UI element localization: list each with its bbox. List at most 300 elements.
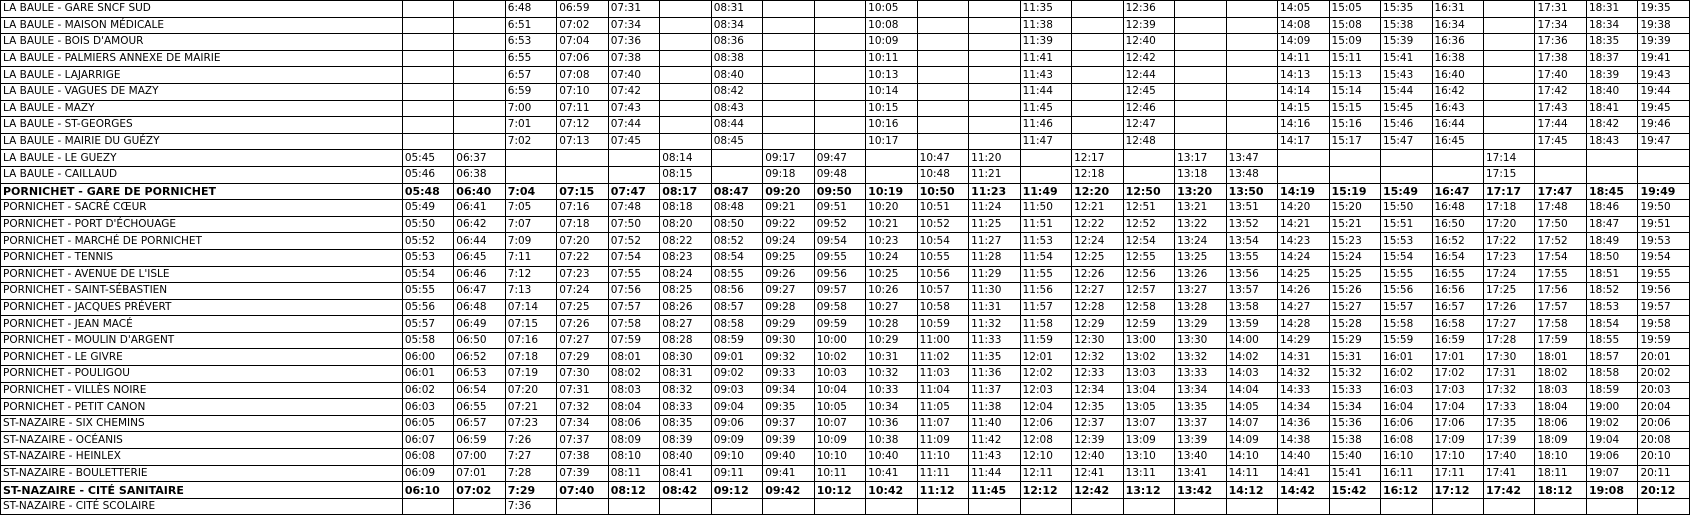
departure-time: 13:07 [1123,415,1174,432]
departure-time: 19:45 [1638,100,1690,117]
departure-time: 15:53 [1381,233,1432,250]
departure-time: 19:04 [1586,432,1637,449]
departure-time [660,50,711,67]
departure-time: 14:19 [1278,183,1329,200]
departure-time: 15:35 [1381,1,1432,18]
departure-time: 15:33 [1329,382,1380,399]
departure-time: 15:49 [1381,183,1432,200]
departure-time: 13:26 [1175,266,1226,283]
departure-time: 18:09 [1535,432,1586,449]
departure-time: 16:48 [1432,200,1483,217]
departure-time: 10:00 [814,332,865,349]
departure-time: 17:58 [1535,316,1586,333]
departure-time: 17:01 [1432,349,1483,366]
departure-time: 17:43 [1535,100,1586,117]
departure-time: 11:25 [969,216,1020,233]
departure-time: 07:50 [608,216,659,233]
departure-time: 07:01 [454,465,505,482]
departure-time: 13:56 [1226,266,1277,283]
departure-time: 14:03 [1226,366,1277,383]
departure-time: 08:54 [711,249,762,266]
departure-time: 15:15 [1329,100,1380,117]
departure-time: 15:58 [1381,316,1432,333]
departure-time: 11:53 [1020,233,1071,250]
departure-time: 10:11 [866,50,917,67]
departure-time: 07:38 [557,449,608,466]
stop-name: LA BAULE - LE GUEZY [1,150,403,167]
departure-time: 12:30 [1072,332,1123,349]
departure-time: 06:08 [402,449,453,466]
departure-time: 11:43 [969,449,1020,466]
departure-time: 14:07 [1226,415,1277,432]
departure-time: 10:54 [917,233,968,250]
departure-time: 10:36 [866,415,917,432]
departure-time: 13:12 [1123,482,1174,499]
departure-time [711,166,762,183]
departure-time [1483,1,1534,18]
departure-time: 17:59 [1535,332,1586,349]
departure-time: 08:39 [660,432,711,449]
departure-time: 14:04 [1226,382,1277,399]
departure-time: 10:32 [866,366,917,383]
departure-time: 06:09 [402,465,453,482]
timetable-row [1,382,1690,399]
departure-time: 19:38 [1638,17,1690,34]
departure-time [1278,150,1329,167]
departure-time: 05:54 [402,266,453,283]
departure-time: 09:12 [711,482,762,499]
departure-time: 16:50 [1432,216,1483,233]
departure-time [1226,83,1277,100]
departure-time: 17:48 [1535,200,1586,217]
departure-time: 18:40 [1586,83,1637,100]
departure-time: 08:48 [711,200,762,217]
departure-time: 12:03 [1020,382,1071,399]
departure-time: 12:06 [1020,415,1071,432]
departure-time: 13:47 [1226,150,1277,167]
departure-time: 10:29 [866,332,917,349]
departure-time: 11:23 [969,183,1020,200]
departure-time: 13:55 [1226,249,1277,266]
departure-time [1483,498,1534,515]
departure-time [1226,17,1277,34]
departure-time: 08:43 [711,100,762,117]
departure-time: 11:44 [969,465,1020,482]
departure-time [402,1,453,18]
departure-time: 12:44 [1123,67,1174,84]
departure-time: 07:40 [608,67,659,84]
departure-time: 7:09 [505,233,556,250]
departure-time: 16:57 [1432,299,1483,316]
departure-time: 07:13 [557,133,608,150]
departure-time [1123,150,1174,167]
departure-time: 20:06 [1638,415,1690,432]
departure-time [1175,83,1226,100]
departure-time: 15:31 [1329,349,1380,366]
departure-time: 19:50 [1638,200,1690,217]
departure-time: 12:01 [1020,349,1071,366]
departure-time: 16:02 [1381,366,1432,383]
departure-time [763,498,814,515]
departure-time: 16:55 [1432,266,1483,283]
departure-time: 15:16 [1329,117,1380,134]
departure-time [814,67,865,84]
departure-time: 12:37 [1072,415,1123,432]
departure-time: 18:01 [1535,349,1586,366]
departure-time: 13:04 [1123,382,1174,399]
departure-time [608,498,659,515]
departure-time: 14:10 [1226,449,1277,466]
departure-time: 09:21 [763,200,814,217]
departure-time [454,50,505,67]
stop-name: PORNICHET - AVENUE DE L'ISLE [1,266,403,283]
departure-time [763,67,814,84]
departure-time: 07:21 [505,399,556,416]
departure-time: 19:39 [1638,34,1690,51]
departure-time: 17:52 [1535,233,1586,250]
stop-name: LA BAULE - PALMIERS ANNEXE DE MAIRIE [1,50,403,67]
departure-time: 12:58 [1123,299,1174,316]
departure-time: 12:28 [1072,299,1123,316]
departure-time [814,34,865,51]
departure-time: 16:45 [1432,133,1483,150]
departure-time [1072,50,1123,67]
departure-time [969,83,1020,100]
departure-time: 07:19 [505,366,556,383]
departure-time: 11:42 [969,432,1020,449]
departure-time: 19:59 [1638,332,1690,349]
departure-time [917,83,968,100]
departure-time [814,1,865,18]
departure-time: 7:13 [505,283,556,300]
departure-time [917,100,968,117]
departure-time: 17:11 [1432,465,1483,482]
departure-time: 7:00 [505,100,556,117]
departure-time: 14:02 [1226,349,1277,366]
departure-time: 05:55 [402,283,453,300]
departure-time [505,150,556,167]
departure-time [608,166,659,183]
departure-time: 10:40 [866,449,917,466]
departure-time: 09:06 [711,415,762,432]
departure-time [763,100,814,117]
departure-time [1020,498,1071,515]
departure-time: 13:58 [1226,299,1277,316]
departure-time: 11:36 [969,366,1020,383]
departure-time: 07:04 [557,34,608,51]
departure-time: 10:42 [866,482,917,499]
departure-time: 07:14 [505,299,556,316]
departure-time: 11:45 [1020,100,1071,117]
departure-time: 16:34 [1432,17,1483,34]
departure-time: 18:41 [1586,100,1637,117]
departure-time [763,34,814,51]
departure-time: 09:47 [814,150,865,167]
departure-time: 10:50 [917,183,968,200]
departure-time [1020,150,1071,167]
departure-time: 12:02 [1020,366,1071,383]
departure-time: 08:20 [660,216,711,233]
departure-time: 08:47 [711,183,762,200]
departure-time: 07:16 [505,332,556,349]
departure-time: 18:46 [1586,200,1637,217]
departure-time [1072,34,1123,51]
departure-time: 07:37 [557,432,608,449]
departure-time [1432,150,1483,167]
stop-name: PORNICHET - PETIT CANON [1,399,403,416]
departure-time: 13:25 [1175,249,1226,266]
departure-time: 15:21 [1329,216,1380,233]
departure-time: 07:02 [557,17,608,34]
departure-time: 13:28 [1175,299,1226,316]
timetable-row [1,349,1690,366]
departure-time: 13:54 [1226,233,1277,250]
departure-time: 13:02 [1123,349,1174,366]
departure-time: 17:24 [1483,266,1534,283]
departure-time: 12:29 [1072,316,1123,333]
departure-time: 11:44 [1020,83,1071,100]
timetable-row [1,299,1690,316]
stop-name: LA BAULE - ST-GEORGES [1,117,403,134]
departure-time: 11:10 [917,449,968,466]
departure-time: 14:26 [1278,283,1329,300]
departure-time: 09:56 [814,266,865,283]
departure-time: 12:11 [1020,465,1071,482]
departure-time [1175,17,1226,34]
departure-time [969,117,1020,134]
departure-time: 19:43 [1638,67,1690,84]
departure-time: 17:26 [1483,299,1534,316]
departure-time: 16:54 [1432,249,1483,266]
departure-time: 17:20 [1483,216,1534,233]
departure-time: 15:41 [1329,465,1380,482]
timetable-row [1,1,1690,18]
departure-time [1638,166,1690,183]
departure-time: 7:05 [505,200,556,217]
departure-time: 16:40 [1432,67,1483,84]
departure-time: 14:36 [1278,415,1329,432]
departure-time: 05:58 [402,332,453,349]
departure-time [402,50,453,67]
departure-time: 12:35 [1072,399,1123,416]
departure-time: 06:52 [454,349,505,366]
departure-time: 17:39 [1483,432,1534,449]
stop-name: ST-NAZAIRE - CITÉ SANITAIRE [1,482,403,499]
departure-time: 07:52 [608,233,659,250]
departure-time: 17:15 [1483,166,1534,183]
departure-time [1175,133,1226,150]
departure-time: 10:52 [917,216,968,233]
departure-time [711,498,762,515]
stop-name: PORNICHET - LE GIVRE [1,349,403,366]
departure-time: 18:59 [1586,382,1637,399]
departure-time [660,498,711,515]
departure-time: 10:19 [866,183,917,200]
departure-time: 08:36 [711,34,762,51]
departure-time [1226,67,1277,84]
departure-time: 10:11 [814,465,865,482]
departure-time: 20:12 [1638,482,1690,499]
departure-time: 12:18 [1072,166,1123,183]
departure-time: 14:14 [1278,83,1329,100]
departure-time: 13:40 [1175,449,1226,466]
departure-time: 15:42 [1329,482,1380,499]
departure-time: 09:42 [763,482,814,499]
departure-time: 09:51 [814,200,865,217]
departure-time [969,133,1020,150]
departure-time: 07:26 [557,316,608,333]
departure-time: 11:32 [969,316,1020,333]
departure-time: 14:42 [1278,482,1329,499]
departure-time [1278,166,1329,183]
departure-time: 07:31 [557,382,608,399]
departure-time [454,117,505,134]
departure-time: 12:59 [1123,316,1174,333]
departure-time: 08:42 [660,482,711,499]
departure-time: 13:18 [1175,166,1226,183]
departure-time [1226,1,1277,18]
departure-time: 08:50 [711,216,762,233]
departure-time: 14:34 [1278,399,1329,416]
departure-time [763,17,814,34]
departure-time: 16:01 [1381,349,1432,366]
timetable-row [1,83,1690,100]
departure-time: 08:14 [660,150,711,167]
departure-time: 09:20 [763,183,814,200]
departure-time [814,117,865,134]
departure-time [1175,1,1226,18]
timetable-row [1,233,1690,250]
departure-time: 13:22 [1175,216,1226,233]
departure-time: 06:44 [454,233,505,250]
departure-time [917,17,968,34]
timetable-row [1,183,1690,200]
departure-time: 09:30 [763,332,814,349]
departure-time: 7:12 [505,266,556,283]
departure-time: 17:03 [1432,382,1483,399]
departure-time: 06:41 [454,200,505,217]
departure-time [1483,17,1534,34]
departure-time: 14:05 [1278,1,1329,18]
stop-name: PORNICHET - JEAN MACÉ [1,316,403,333]
departure-time: 13:48 [1226,166,1277,183]
departure-time: 07:45 [608,133,659,150]
departure-time [1072,133,1123,150]
departure-time: 17:40 [1483,449,1534,466]
departure-time: 16:42 [1432,83,1483,100]
departure-time: 10:25 [866,266,917,283]
departure-time: 15:39 [1381,34,1432,51]
departure-time: 12:57 [1123,283,1174,300]
departure-time [814,100,865,117]
departure-time: 18:51 [1586,266,1637,283]
departure-time [1381,150,1432,167]
departure-time [1175,117,1226,134]
departure-time: 10:47 [917,150,968,167]
departure-time: 10:38 [866,432,917,449]
departure-time: 17:42 [1483,482,1534,499]
departure-time: 06:05 [402,415,453,432]
departure-time [1175,50,1226,67]
departure-time [763,83,814,100]
departure-time [402,133,453,150]
departure-time: 20:02 [1638,366,1690,383]
stop-name: ST-NAZAIRE - CITÉ SCOLAIRE [1,498,403,515]
stop-name: LA BAULE - VAGUES DE MAZY [1,83,403,100]
departure-time: 08:52 [711,233,762,250]
departure-time [660,1,711,18]
departure-time: 07:39 [557,465,608,482]
departure-time: 11:20 [969,150,1020,167]
stop-name: LA BAULE - MAISON MÉDICALE [1,17,403,34]
stop-name: ST-NAZAIRE - HEINLEX [1,449,403,466]
departure-time: 07:40 [557,482,608,499]
departure-time: 11:57 [1020,299,1071,316]
departure-time: 14:29 [1278,332,1329,349]
departure-time: 12:12 [1020,482,1071,499]
departure-time: 06:37 [454,150,505,167]
departure-time: 06:54 [454,382,505,399]
departure-time: 17:18 [1483,200,1534,217]
departure-time: 12:45 [1123,83,1174,100]
stop-name: PORNICHET - MOULIN D'ARGENT [1,332,403,349]
departure-time: 15:05 [1329,1,1380,18]
departure-time: 14:33 [1278,382,1329,399]
departure-time: 7:27 [505,449,556,466]
timetable-row [1,150,1690,167]
departure-time [969,67,1020,84]
departure-time: 13:05 [1123,399,1174,416]
departure-time: 14:09 [1226,432,1277,449]
departure-time: 16:08 [1381,432,1432,449]
departure-time: 10:04 [814,382,865,399]
departure-time: 17:04 [1432,399,1483,416]
departure-time: 09:09 [711,432,762,449]
departure-time: 14:05 [1226,399,1277,416]
departure-time: 15:26 [1329,283,1380,300]
departure-time: 16:58 [1432,316,1483,333]
departure-time: 12:52 [1123,216,1174,233]
departure-time: 7:36 [505,498,556,515]
departure-time [1226,133,1277,150]
departure-time: 15:40 [1329,449,1380,466]
departure-time: 13:21 [1175,200,1226,217]
departure-time: 10:08 [866,17,917,34]
departure-time: 15:28 [1329,316,1380,333]
departure-time: 09:24 [763,233,814,250]
timetable-row [1,100,1690,117]
departure-time [814,133,865,150]
departure-time: 15:13 [1329,67,1380,84]
departure-time: 10:34 [866,399,917,416]
departure-time [917,1,968,18]
timetable-row [1,50,1690,67]
departure-time: 20:01 [1638,349,1690,366]
departure-time: 16:56 [1432,283,1483,300]
departure-time: 08:35 [660,415,711,432]
departure-time [1483,83,1534,100]
departure-time: 14:38 [1278,432,1329,449]
departure-time: 08:58 [711,316,762,333]
departure-time: 7:01 [505,117,556,134]
departure-time: 18:49 [1586,233,1637,250]
departure-time: 10:02 [814,349,865,366]
departure-time: 6:59 [505,83,556,100]
departure-time: 16:10 [1381,449,1432,466]
stop-name: LA BAULE - GARE SNCF SUD [1,1,403,18]
departure-time [557,498,608,515]
departure-time: 15:54 [1381,249,1432,266]
